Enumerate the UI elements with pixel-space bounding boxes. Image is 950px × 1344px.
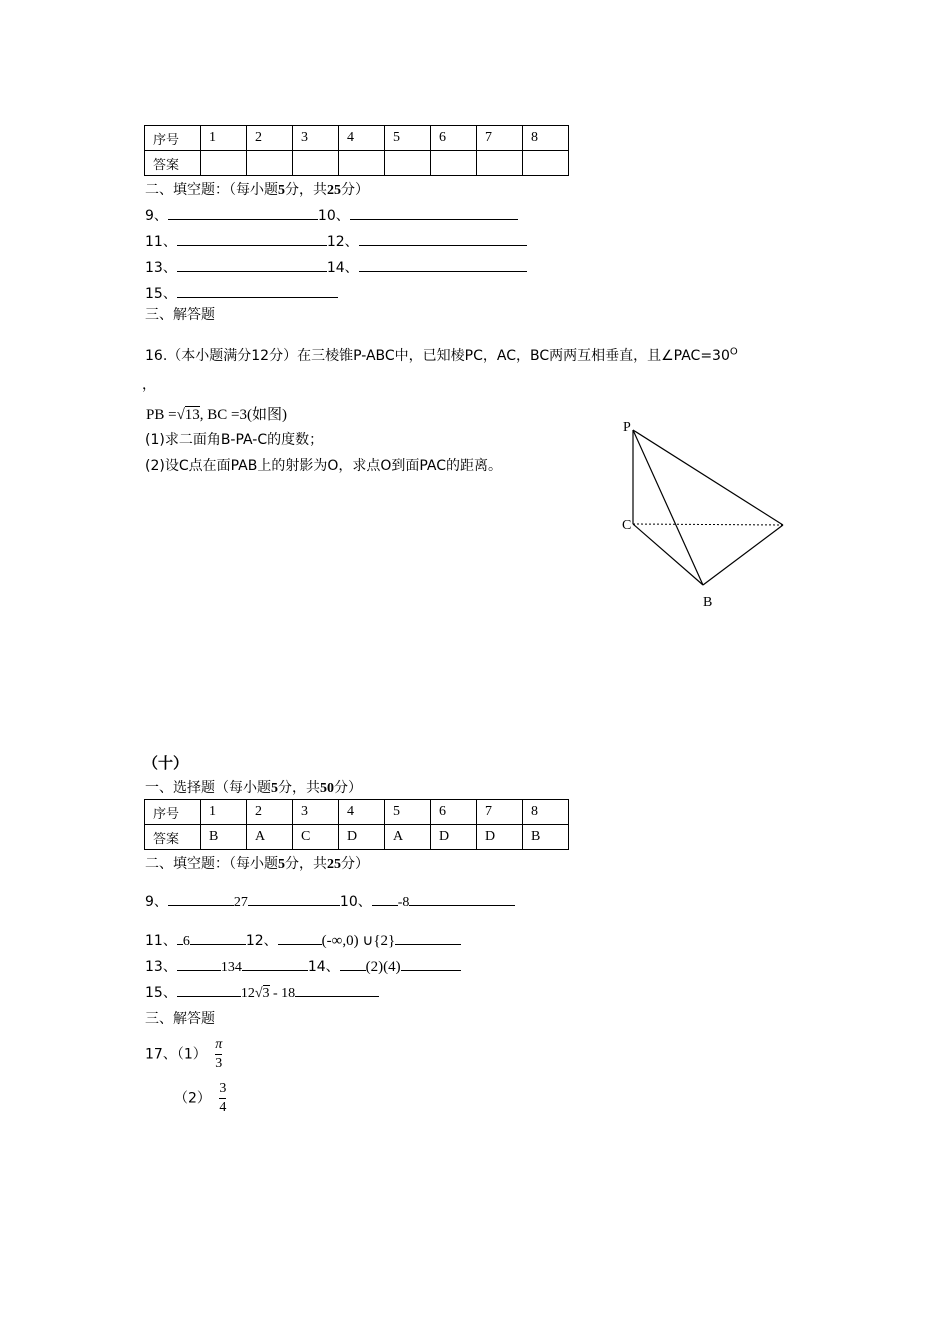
heading-text: 二、填空题：（每小题 (145, 182, 278, 198)
blank-line-9-10 (145, 205, 518, 225)
answer-cell: B (201, 825, 247, 850)
sqrt-icon: √ (176, 407, 185, 423)
question-number: 14、 (307, 959, 340, 975)
table-cell: 3 (293, 800, 339, 825)
answer-value: 6 (182, 934, 190, 949)
question-number: 15、 (145, 985, 177, 1001)
answer-cell: D (431, 825, 477, 850)
table-cell: 7 (477, 126, 523, 151)
table-header-cell: 答案 (145, 825, 201, 850)
table-header-cell: 序号 (145, 800, 201, 825)
answer-value: (-∞,0) ∪{2} (321, 933, 396, 949)
underline (278, 930, 322, 945)
points-value: 5 (271, 781, 278, 796)
underline (409, 891, 515, 906)
given-text: PB = (146, 407, 177, 423)
question-number: 12、 (326, 234, 359, 250)
table-cell: 1 (201, 126, 247, 151)
answer-value: 27 (233, 895, 248, 910)
fraction-denominator: 4 (219, 1100, 227, 1115)
total-value: 25 (327, 857, 341, 872)
underline (372, 891, 398, 906)
heading-text: 分，共 (285, 856, 327, 872)
blank-line-13-14 (145, 257, 527, 277)
underline (295, 982, 379, 997)
edge-ba (703, 525, 783, 585)
table-row (145, 800, 569, 825)
answer-value: 12 (240, 986, 255, 1001)
table-cell: 1 (201, 800, 247, 825)
table-row (145, 126, 569, 151)
table-cell: 8 (523, 126, 569, 151)
answer-line-13-14 (145, 956, 461, 976)
heading-text: 分） (341, 856, 369, 872)
sqrt-radicand: 3 (262, 986, 270, 1001)
table-header-cell: 序号 (145, 126, 201, 151)
underline (248, 891, 340, 906)
fraction-numerator: π (215, 1037, 223, 1052)
table-cell: 4 (339, 126, 385, 151)
heading-text: 分，共 (278, 780, 320, 796)
question-number: 13、 (145, 260, 177, 276)
answer-cell (431, 151, 477, 176)
problem-16-given (146, 403, 287, 424)
degree-mark: O (729, 346, 738, 358)
question-number: 10、 (339, 894, 372, 910)
fraction (215, 1036, 222, 1073)
given-text: , BC =3 (199, 407, 248, 423)
answer-blank[interactable] (177, 231, 327, 246)
underline (177, 956, 221, 971)
question-number: 9、 (145, 208, 168, 224)
answer-value: 134 (220, 960, 242, 975)
fraction (219, 1080, 226, 1117)
heading-text: 分） (341, 182, 369, 198)
answer-cell (247, 151, 293, 176)
section-heading-fill-blank-10 (145, 853, 369, 873)
total-value: 25 (327, 183, 341, 198)
table-cell: 8 (523, 800, 569, 825)
answer-cell (293, 151, 339, 176)
answer-value: -8 (397, 895, 410, 910)
points-value: 5 (278, 857, 285, 872)
total-value: 50 (320, 781, 334, 796)
underline (395, 930, 461, 945)
underline (177, 982, 241, 997)
answer-cell: C (293, 825, 339, 850)
table-cell: 5 (385, 126, 431, 151)
table-row (145, 151, 569, 176)
heading-text: 分，共 (285, 182, 327, 198)
part-label: （2） (174, 1090, 211, 1107)
edge-pa (633, 430, 783, 525)
problem-16-comma: ， (142, 377, 156, 393)
answer-value: - 18 (269, 986, 296, 1001)
question-number: 13、 (145, 959, 177, 975)
question-number: 11、 (145, 234, 177, 250)
answer-blank[interactable] (168, 205, 318, 220)
blank-line-11-12 (145, 231, 527, 251)
heading-text: 一、选择题（每小题 (145, 780, 271, 796)
question-number: 15、 (145, 286, 177, 302)
question-number: 10、 (317, 208, 350, 224)
answer-line-11-12 (145, 930, 461, 950)
underline (168, 891, 234, 906)
question-number: 9、 (145, 894, 168, 910)
problem-text: 16.（本小题满分12分）在三棱锥P-ABC中，已知棱PC，AC，BC两两互相垂直，且∠PAC=30 (145, 348, 730, 364)
table-cell: 2 (247, 800, 293, 825)
table-header-cell: 答案 (145, 151, 201, 176)
answer-line-15 (145, 982, 379, 1002)
answer-cell: A (385, 825, 431, 850)
answer-blank[interactable] (177, 283, 338, 298)
heading-text: 分） (334, 780, 362, 796)
edge-pb (633, 430, 703, 585)
edge-ca-hidden (633, 524, 783, 525)
problem-16-part-2: (2)设C点在面PAB上的射影为O，求点O到面PAC的距离。 (145, 458, 503, 474)
heading-text: 二、填空题：（每小题 (145, 856, 278, 872)
problem-16-statement (145, 345, 738, 365)
pyramid-figure (600, 410, 800, 620)
table-cell: 7 (477, 800, 523, 825)
answer-cell: D (477, 825, 523, 850)
answer-blank[interactable] (177, 257, 327, 272)
answer-blank[interactable] (350, 205, 518, 220)
problem-17-part-2 (174, 1080, 226, 1117)
question-number: 14、 (326, 260, 359, 276)
table-cell: 3 (293, 126, 339, 151)
underline (340, 956, 366, 971)
section-heading-solutions: 三、解答题 (145, 307, 215, 323)
answer-table-top (144, 125, 569, 176)
answer-cell (385, 151, 431, 176)
answer-value: (2)(4) (365, 959, 401, 975)
table-cell: 2 (247, 126, 293, 151)
part-label: （1） (176, 1046, 207, 1063)
answer-cell: A (247, 825, 293, 850)
section-heading-choice (145, 777, 362, 797)
answer-cell (477, 151, 523, 176)
blank-line-15 (145, 283, 338, 303)
table-cell: 4 (339, 800, 385, 825)
question-number: 12、 (245, 933, 278, 949)
sqrt-icon: √ (254, 986, 263, 1001)
answer-blank[interactable] (359, 257, 527, 272)
answer-cell (339, 151, 385, 176)
vertex-label-c: C (622, 518, 632, 533)
problem-16-part-1: (1)求二面角B-PA-C的度数； (145, 432, 324, 448)
underline (190, 930, 246, 945)
question-number: 11、 (145, 933, 177, 949)
question-number: 17、 (145, 1046, 177, 1063)
section-heading-fill-blank (145, 179, 369, 199)
fraction-numerator: 3 (219, 1081, 227, 1096)
answer-cell (201, 151, 247, 176)
points-value: 5 (278, 183, 285, 198)
table-cell: 6 (431, 126, 477, 151)
answer-blank[interactable] (359, 231, 527, 246)
table-cell: 6 (431, 800, 477, 825)
answer-line-9-10 (145, 891, 515, 911)
problem-17-part-1 (145, 1036, 222, 1073)
underline (242, 956, 308, 971)
part-title: （十） (143, 754, 189, 772)
table-cell: 5 (385, 800, 431, 825)
edge-cb (633, 524, 703, 585)
answer-table-bottom (144, 799, 569, 850)
answer-cell (523, 151, 569, 176)
answer-cell: D (339, 825, 385, 850)
vertex-label-b: B (703, 595, 713, 610)
given-note: (如图) (247, 407, 288, 423)
fraction-denominator: 3 (215, 1056, 223, 1071)
answer-cell: B (523, 825, 569, 850)
table-row (145, 825, 569, 850)
sqrt-radicand: 13 (184, 407, 200, 423)
section-heading-solutions-10: 三、解答题 (145, 1011, 215, 1027)
underline (401, 956, 461, 971)
vertex-label-p: P (623, 420, 631, 435)
